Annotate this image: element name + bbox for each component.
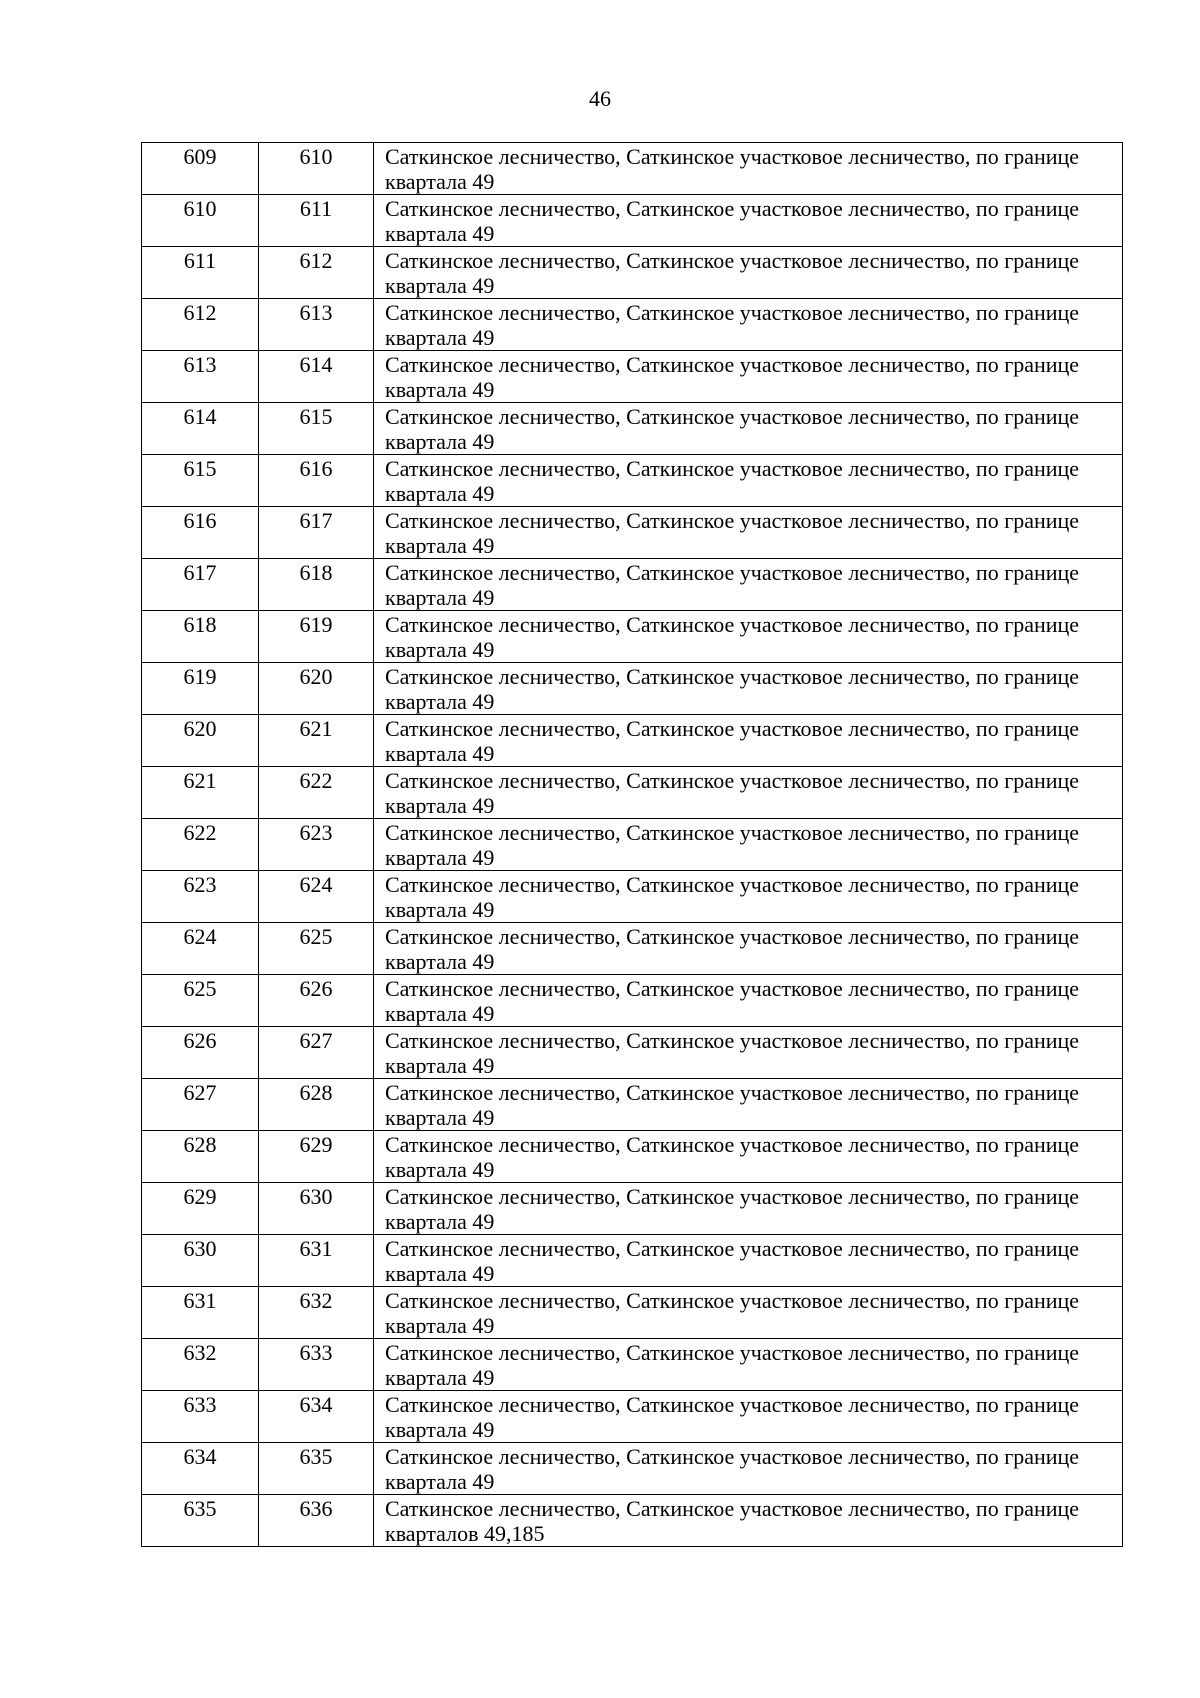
start-point-cell: 613 — [142, 351, 259, 403]
end-point-cell: 610 — [259, 143, 374, 195]
boundary-description-cell: Саткинское лесничество, Саткинское участковое лесничество, по границе квартала 49 — [374, 1183, 1123, 1235]
table-row — [142, 1495, 1123, 1547]
start-point-cell: 619 — [142, 663, 259, 715]
end-point-cell: 621 — [259, 715, 374, 767]
end-point-cell: 626 — [259, 975, 374, 1027]
table-row — [142, 559, 1123, 611]
start-point-cell: 627 — [142, 1079, 259, 1131]
table-row — [142, 819, 1123, 871]
end-point-cell: 622 — [259, 767, 374, 819]
table-row — [142, 1391, 1123, 1443]
boundary-description-cell: Саткинское лесничество, Саткинское участковое лесничество, по границе квартала 49 — [374, 715, 1123, 767]
end-point-cell: 629 — [259, 1131, 374, 1183]
boundary-description-cell: Саткинское лесничество, Саткинское участковое лесничество, по границе квартала 49 — [374, 351, 1123, 403]
boundary-description-cell: Саткинское лесничество, Саткинское участковое лесничество, по границе квартала 49 — [374, 1391, 1123, 1443]
table-row — [142, 1235, 1123, 1287]
start-point-cell: 616 — [142, 507, 259, 559]
boundary-description-cell: Саткинское лесничество, Саткинское участковое лесничество, по границе квартала 49 — [374, 143, 1123, 195]
table-row — [142, 195, 1123, 247]
end-point-cell: 631 — [259, 1235, 374, 1287]
boundary-description-cell: Саткинское лесничество, Саткинское участковое лесничество, по границе квартала 49 — [374, 1443, 1123, 1495]
table-row — [142, 611, 1123, 663]
end-point-cell: 620 — [259, 663, 374, 715]
end-point-cell: 636 — [259, 1495, 374, 1547]
start-point-cell: 626 — [142, 1027, 259, 1079]
page-number: 46 — [589, 86, 611, 111]
table-row — [142, 1183, 1123, 1235]
table-row — [142, 1131, 1123, 1183]
end-point-cell: 632 — [259, 1287, 374, 1339]
end-point-cell: 630 — [259, 1183, 374, 1235]
end-point-cell: 627 — [259, 1027, 374, 1079]
table-row — [142, 143, 1123, 195]
start-point-cell: 611 — [142, 247, 259, 299]
boundary-description-cell: Саткинское лесничество, Саткинское участковое лесничество, по границе квартала 49 — [374, 455, 1123, 507]
table-body — [142, 143, 1123, 1547]
end-point-cell: 613 — [259, 299, 374, 351]
boundary-description-cell: Саткинское лесничество, Саткинское участковое лесничество, по границе квартала 49 — [374, 923, 1123, 975]
start-point-cell: 621 — [142, 767, 259, 819]
start-point-cell: 609 — [142, 143, 259, 195]
boundary-description-cell: Саткинское лесничество, Саткинское участковое лесничество, по границе квартала 49 — [374, 871, 1123, 923]
boundary-description-cell: Саткинское лесничество, Саткинское участковое лесничество, по границе квартала 49 — [374, 819, 1123, 871]
end-point-cell: 625 — [259, 923, 374, 975]
start-point-cell: 634 — [142, 1443, 259, 1495]
boundary-description-cell: Саткинское лесничество, Саткинское участковое лесничество, по границе квартала 49 — [374, 247, 1123, 299]
table-row — [142, 715, 1123, 767]
end-point-cell: 615 — [259, 403, 374, 455]
boundary-description-cell: Саткинское лесничество, Саткинское участковое лесничество, по границе квартала 49 — [374, 403, 1123, 455]
boundary-description-cell: Саткинское лесничество, Саткинское участковое лесничество, по границе квартала 49 — [374, 1339, 1123, 1391]
boundary-description-cell: Саткинское лесничество, Саткинское участковое лесничество, по границе квартала 49 — [374, 1235, 1123, 1287]
boundary-description-cell: Саткинское лесничество, Саткинское участковое лесничество, по границе квартала 49 — [374, 1079, 1123, 1131]
boundary-description-cell: Саткинское лесничество, Саткинское участковое лесничество, по границе квартала 49 — [374, 195, 1123, 247]
end-point-cell: 635 — [259, 1443, 374, 1495]
start-point-cell: 633 — [142, 1391, 259, 1443]
end-point-cell: 612 — [259, 247, 374, 299]
table-row — [142, 1027, 1123, 1079]
start-point-cell: 631 — [142, 1287, 259, 1339]
start-point-cell: 615 — [142, 455, 259, 507]
end-point-cell: 633 — [259, 1339, 374, 1391]
boundary-description-cell: Саткинское лесничество, Саткинское участковое лесничество, по границе квартала 49 — [374, 611, 1123, 663]
end-point-cell: 624 — [259, 871, 374, 923]
table-row — [142, 1079, 1123, 1131]
start-point-cell: 632 — [142, 1339, 259, 1391]
end-point-cell: 618 — [259, 559, 374, 611]
start-point-cell: 630 — [142, 1235, 259, 1287]
start-point-cell: 617 — [142, 559, 259, 611]
boundary-description-cell: Саткинское лесничество, Саткинское участковое лесничество, по границе квартала 49 — [374, 975, 1123, 1027]
end-point-cell: 614 — [259, 351, 374, 403]
end-point-cell: 634 — [259, 1391, 374, 1443]
table-row — [142, 507, 1123, 559]
boundary-description-cell: Саткинское лесничество, Саткинское участковое лесничество, по границе квартала 49 — [374, 663, 1123, 715]
end-point-cell: 617 — [259, 507, 374, 559]
table-row — [142, 871, 1123, 923]
start-point-cell: 612 — [142, 299, 259, 351]
table-row — [142, 975, 1123, 1027]
boundary-description-cell: Саткинское лесничество, Саткинское участковое лесничество, по границе квартала 49 — [374, 507, 1123, 559]
boundary-description-cell: Саткинское лесничество, Саткинское участковое лесничество, по границе кварталов 49,185 — [374, 1495, 1123, 1547]
boundary-description-cell: Саткинское лесничество, Саткинское участковое лесничество, по границе квартала 49 — [374, 299, 1123, 351]
start-point-cell: 624 — [142, 923, 259, 975]
end-point-cell: 616 — [259, 455, 374, 507]
start-point-cell: 622 — [142, 819, 259, 871]
table-row — [142, 403, 1123, 455]
table-row — [142, 663, 1123, 715]
start-point-cell: 620 — [142, 715, 259, 767]
boundary-description-cell: Саткинское лесничество, Саткинское участковое лесничество, по границе квартала 49 — [374, 767, 1123, 819]
table-row — [142, 1287, 1123, 1339]
start-point-cell: 618 — [142, 611, 259, 663]
start-point-cell: 628 — [142, 1131, 259, 1183]
boundary-description-cell: Саткинское лесничество, Саткинское участковое лесничество, по границе квартала 49 — [374, 1131, 1123, 1183]
boundary-description-cell: Саткинское лесничество, Саткинское участковое лесничество, по границе квартала 49 — [374, 559, 1123, 611]
table-row — [142, 1443, 1123, 1495]
start-point-cell: 623 — [142, 871, 259, 923]
start-point-cell: 625 — [142, 975, 259, 1027]
table-row — [142, 455, 1123, 507]
boundary-table — [141, 142, 1123, 1547]
table-row — [142, 1339, 1123, 1391]
table-row — [142, 351, 1123, 403]
end-point-cell: 623 — [259, 819, 374, 871]
table-row — [142, 767, 1123, 819]
end-point-cell: 628 — [259, 1079, 374, 1131]
end-point-cell: 619 — [259, 611, 374, 663]
table-row — [142, 923, 1123, 975]
start-point-cell: 635 — [142, 1495, 259, 1547]
end-point-cell: 611 — [259, 195, 374, 247]
table-row — [142, 247, 1123, 299]
start-point-cell: 629 — [142, 1183, 259, 1235]
table-row — [142, 299, 1123, 351]
start-point-cell: 614 — [142, 403, 259, 455]
boundary-description-cell: Саткинское лесничество, Саткинское участковое лесничество, по границе квартала 49 — [374, 1027, 1123, 1079]
boundary-description-cell: Саткинское лесничество, Саткинское участковое лесничество, по границе квартала 49 — [374, 1287, 1123, 1339]
start-point-cell: 610 — [142, 195, 259, 247]
